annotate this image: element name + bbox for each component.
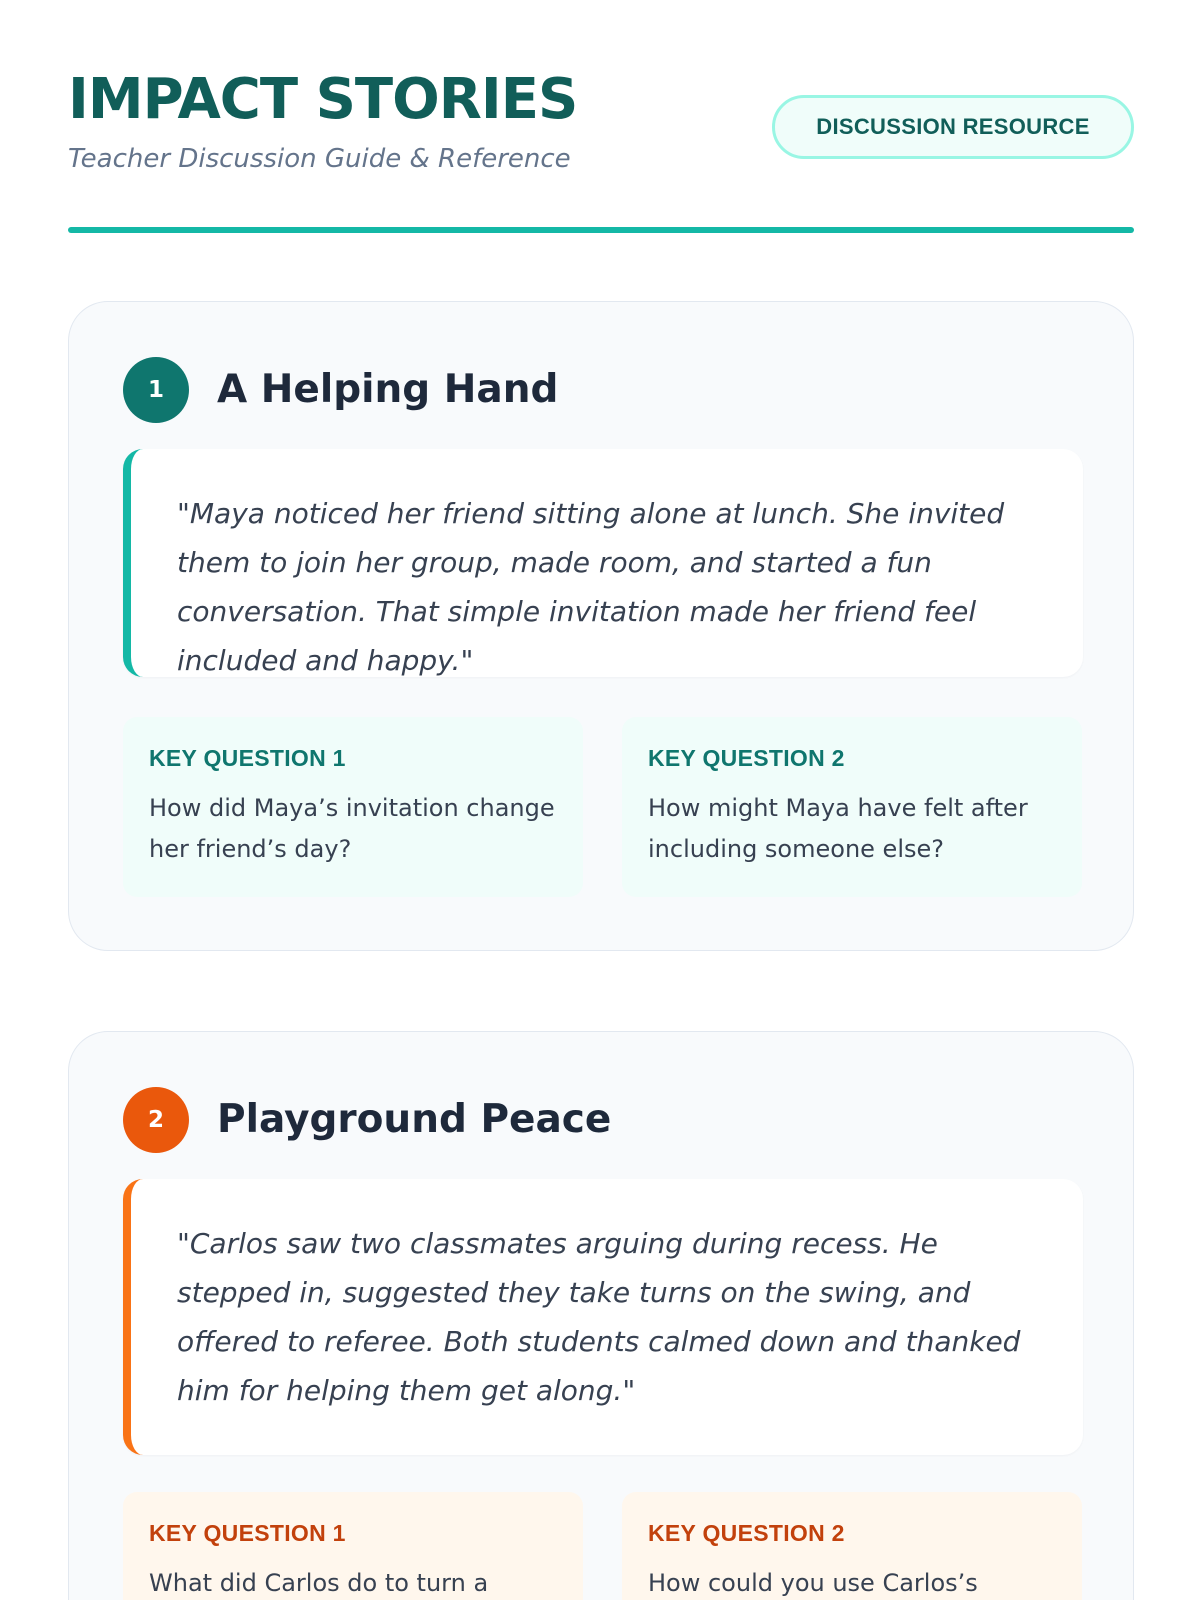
page-subtitle: Teacher Discussion Guide & Reference xyxy=(68,144,571,174)
story-title: Playground Peace xyxy=(217,1097,612,1142)
story-number-badge: 2 xyxy=(123,1087,189,1153)
story-quote: "Carlos saw two classmates arguing during recess. He stepped in, suggested they take turns on the swing, and offered to referee. Both students calmed down and thanked him for helping them get along." xyxy=(123,1179,1083,1455)
key-question-card xyxy=(123,717,583,897)
story-card xyxy=(68,1031,1134,1600)
page-title: IMPACT STORIES xyxy=(68,67,578,132)
key-question-text: How might Maya have felt after including someone else? xyxy=(648,794,1028,863)
story-quote: "Maya noticed her friend sitting alone at lunch. She invited them to join her group, made room, and started a fun conversation. That simple invitation made her friend feel included and happy." xyxy=(123,449,1083,677)
key-question-label: KEY QUESTION 2 xyxy=(648,1520,845,1546)
story-card xyxy=(68,301,1134,951)
key-question-card xyxy=(622,1492,1082,1600)
key-question-label: KEY QUESTION 1 xyxy=(149,1520,346,1546)
key-question-label: KEY QUESTION 2 xyxy=(648,745,845,771)
discussion-resource-badge: DISCUSSION RESOURCE xyxy=(772,95,1134,159)
key-question-text: How could you use Carlos’s xyxy=(648,1569,978,1597)
key-question-text: What did Carlos do to turn a xyxy=(149,1569,489,1597)
story-title: A Helping Hand xyxy=(217,367,559,412)
key-question-text: How did Maya’s invitation change her friend’s day? xyxy=(149,794,555,863)
page-header xyxy=(68,68,1134,188)
story-number-badge: 1 xyxy=(123,357,189,423)
key-question-card xyxy=(622,717,1082,897)
header-divider xyxy=(68,227,1134,233)
key-question-card xyxy=(123,1492,583,1600)
key-question-label: KEY QUESTION 1 xyxy=(149,745,346,771)
